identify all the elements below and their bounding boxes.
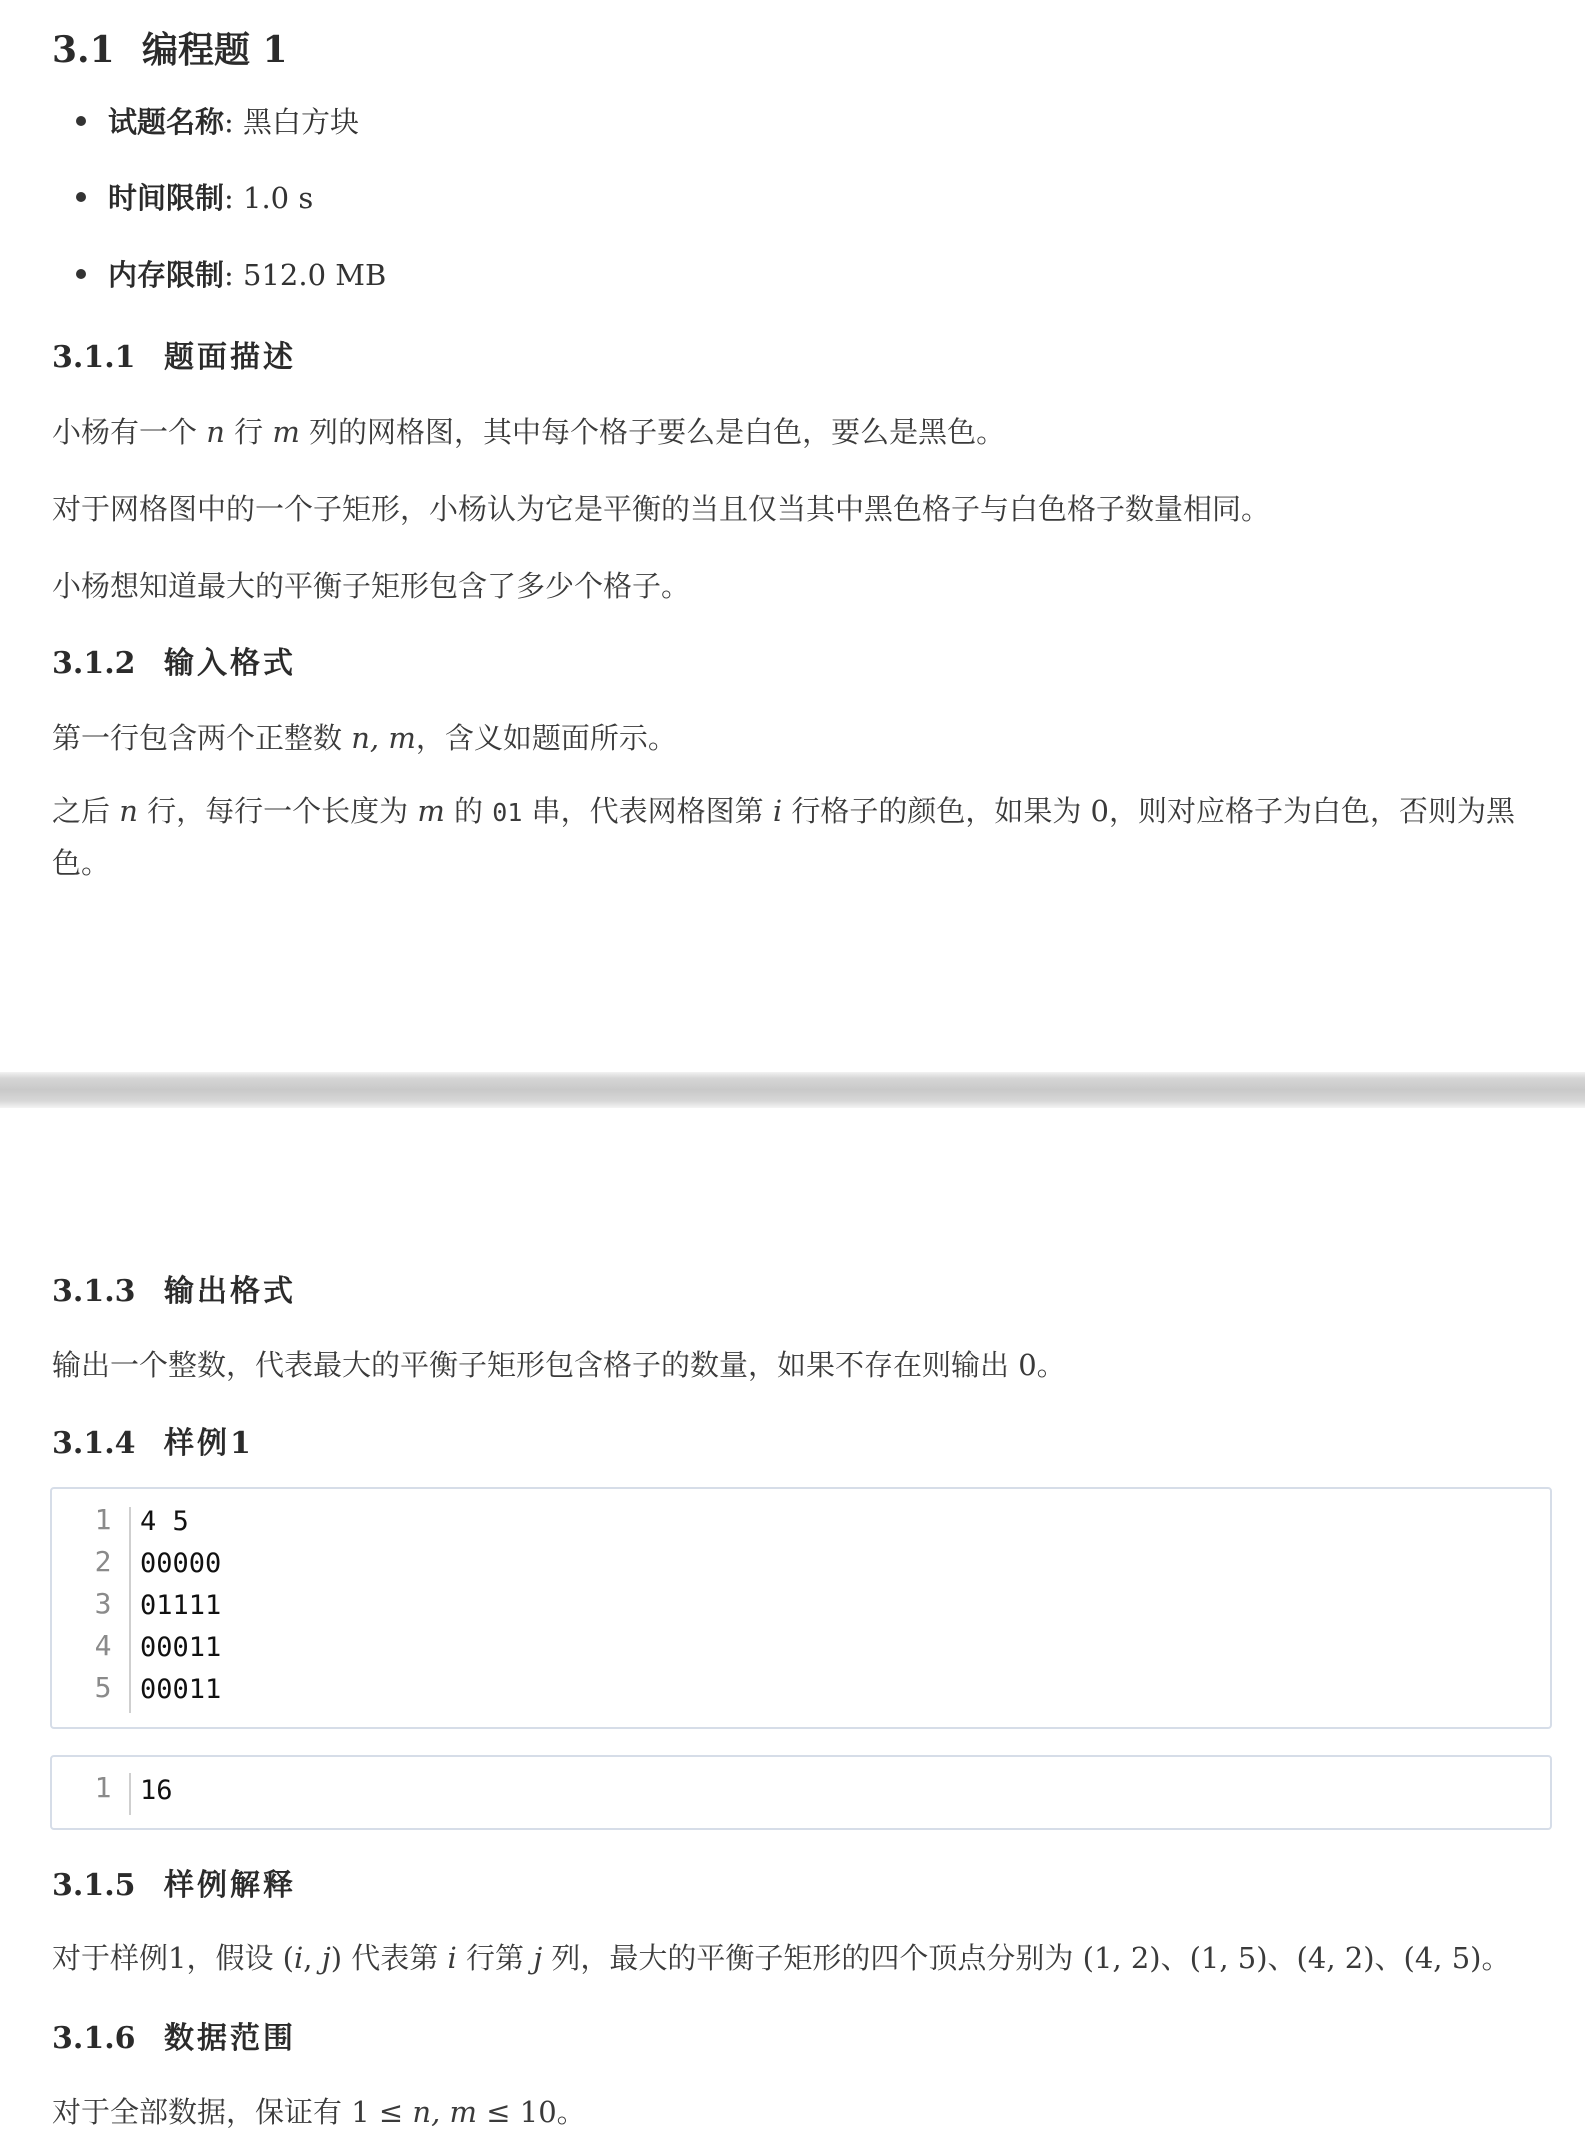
section-title: 编程题 1 [142, 29, 288, 71]
text: 之后 [52, 794, 120, 828]
code-line: 4 5 [140, 1506, 189, 1537]
text: 对于样例1，假设 ( [52, 1941, 294, 1975]
math-var: j [533, 1941, 543, 1975]
text: 小杨有一个 [52, 415, 207, 449]
math-var: n [206, 415, 225, 449]
text: ≤ 10。 [477, 2095, 586, 2129]
code-line: 00000 [140, 1548, 222, 1579]
description-paragraph-1 [52, 410, 1005, 451]
subsection-title: 数据范围 [164, 2021, 296, 2056]
meta-item-memory [76, 253, 386, 294]
math-var: m [417, 794, 445, 828]
text: 对于全部数据，保证有 1 ≤ [52, 2095, 413, 2129]
subsection-heading-description [52, 332, 296, 376]
text: 的 [444, 794, 493, 828]
subsection-heading-sample [52, 1418, 254, 1462]
math-var: i [293, 1941, 304, 1975]
bullet-icon [76, 269, 86, 279]
subsection-heading-output [52, 1266, 296, 1310]
meta-sep: : [224, 181, 234, 215]
subsection-number: 3.1.1 [52, 340, 136, 375]
subsection-heading-constraints [52, 2013, 296, 2057]
description-paragraph-3: 小杨想知道最大的平衡子矩形包含了多少个格子。 [52, 569, 691, 603]
math-var: i [447, 1941, 457, 1975]
subsection-number: 3.1.3 [52, 1274, 136, 1309]
subsection-number: 3.1.2 [52, 646, 136, 681]
text: 第一行包含两个正整数 [52, 721, 352, 755]
code-line: 16 [140, 1775, 173, 1806]
subsection-number: 3.1.4 [52, 1426, 136, 1461]
text: 行，每行一个长度为 [137, 794, 418, 828]
subsection-heading-explanation [52, 1860, 296, 1904]
text: 行格子的颜色，如果为 0，则对应格子为白色，否则为黑色。 [52, 794, 1515, 880]
meta-value: 1.0 s [243, 181, 314, 215]
page-separator [0, 1072, 1585, 1108]
output-paragraph: 输出一个整数，代表最大的平衡子矩形包含格子的数量，如果不存在则输出 0。 [52, 1348, 1066, 1382]
text: ) 代表第 [330, 1941, 448, 1975]
math-var: i [772, 794, 783, 828]
meta-value: 512.0 MB [243, 258, 387, 292]
subsection-title: 样例1 [164, 1426, 254, 1461]
line-number: 1 [94, 1771, 112, 1804]
text: 列，最大的平衡子矩形的四个顶点分别为 (1, 2)、(1, 5)、(4, 2)、(4, 5)。 [542, 1941, 1511, 1975]
section-number: 3.1 [52, 29, 115, 71]
text: 行 [224, 415, 273, 449]
subsection-number: 3.1.5 [52, 1868, 136, 1903]
math-var: n, m [351, 721, 416, 755]
text: 列的网格图，其中每个格子要么是白色，要么是黑色。 [299, 415, 1006, 449]
meta-key: 试题名称 [108, 105, 225, 139]
section-heading [52, 22, 288, 73]
bullet-icon [76, 192, 86, 202]
line-number: 1 [94, 1503, 112, 1536]
line-number: 3 [94, 1587, 112, 1620]
text: , [303, 1941, 322, 1975]
math-var: m [272, 415, 300, 449]
line-number-divider [129, 1773, 131, 1815]
math-var: n, m [412, 2095, 478, 2129]
subsection-title: 输入格式 [164, 646, 296, 681]
subsection-title: 题面描述 [164, 340, 296, 375]
sample-input-block [50, 1487, 1552, 1729]
line-number: 5 [94, 1671, 112, 1704]
explanation-paragraph [52, 1936, 1511, 1977]
text: 串，代表网格图第 [522, 794, 773, 828]
code-line: 01111 [140, 1590, 222, 1621]
description-paragraph-2: 对于网格图中的一个子矩形，小杨认为它是平衡的当且仅当其中黑色格子与白色格子数量相同。 [52, 492, 1271, 526]
subsection-title: 输出格式 [164, 1274, 296, 1309]
subsection-heading-input [52, 638, 296, 682]
meta-sep: : [224, 105, 234, 139]
math-var: n [119, 794, 138, 828]
document-page-2 [0, 1108, 1585, 2154]
text: ，含义如题面所示。 [415, 721, 677, 755]
line-number: 4 [94, 1629, 112, 1662]
subsection-title: 样例解释 [164, 1868, 296, 1903]
meta-item-name [76, 100, 359, 141]
subsection-number: 3.1.6 [52, 2021, 136, 2056]
meta-key: 时间限制 [108, 181, 225, 215]
input-paragraph-2 [52, 786, 1552, 888]
code-line: 00011 [140, 1632, 222, 1663]
text: 行第 [456, 1941, 534, 1975]
meta-key: 内存限制 [108, 258, 225, 292]
document-page-1 [0, 0, 1585, 1072]
meta-item-time [76, 176, 313, 217]
constraints-paragraph [52, 2090, 586, 2131]
meta-sep: : [224, 258, 234, 292]
inline-code: 01 [492, 798, 523, 827]
input-paragraph-1 [52, 716, 677, 757]
line-number-divider [129, 1507, 131, 1713]
bullet-icon [76, 116, 86, 126]
code-line: 00011 [140, 1674, 222, 1705]
line-number: 2 [94, 1545, 112, 1578]
math-var: j [321, 1941, 331, 1975]
meta-value: 黑白方块 [243, 105, 360, 139]
sample-output-block [50, 1755, 1552, 1830]
